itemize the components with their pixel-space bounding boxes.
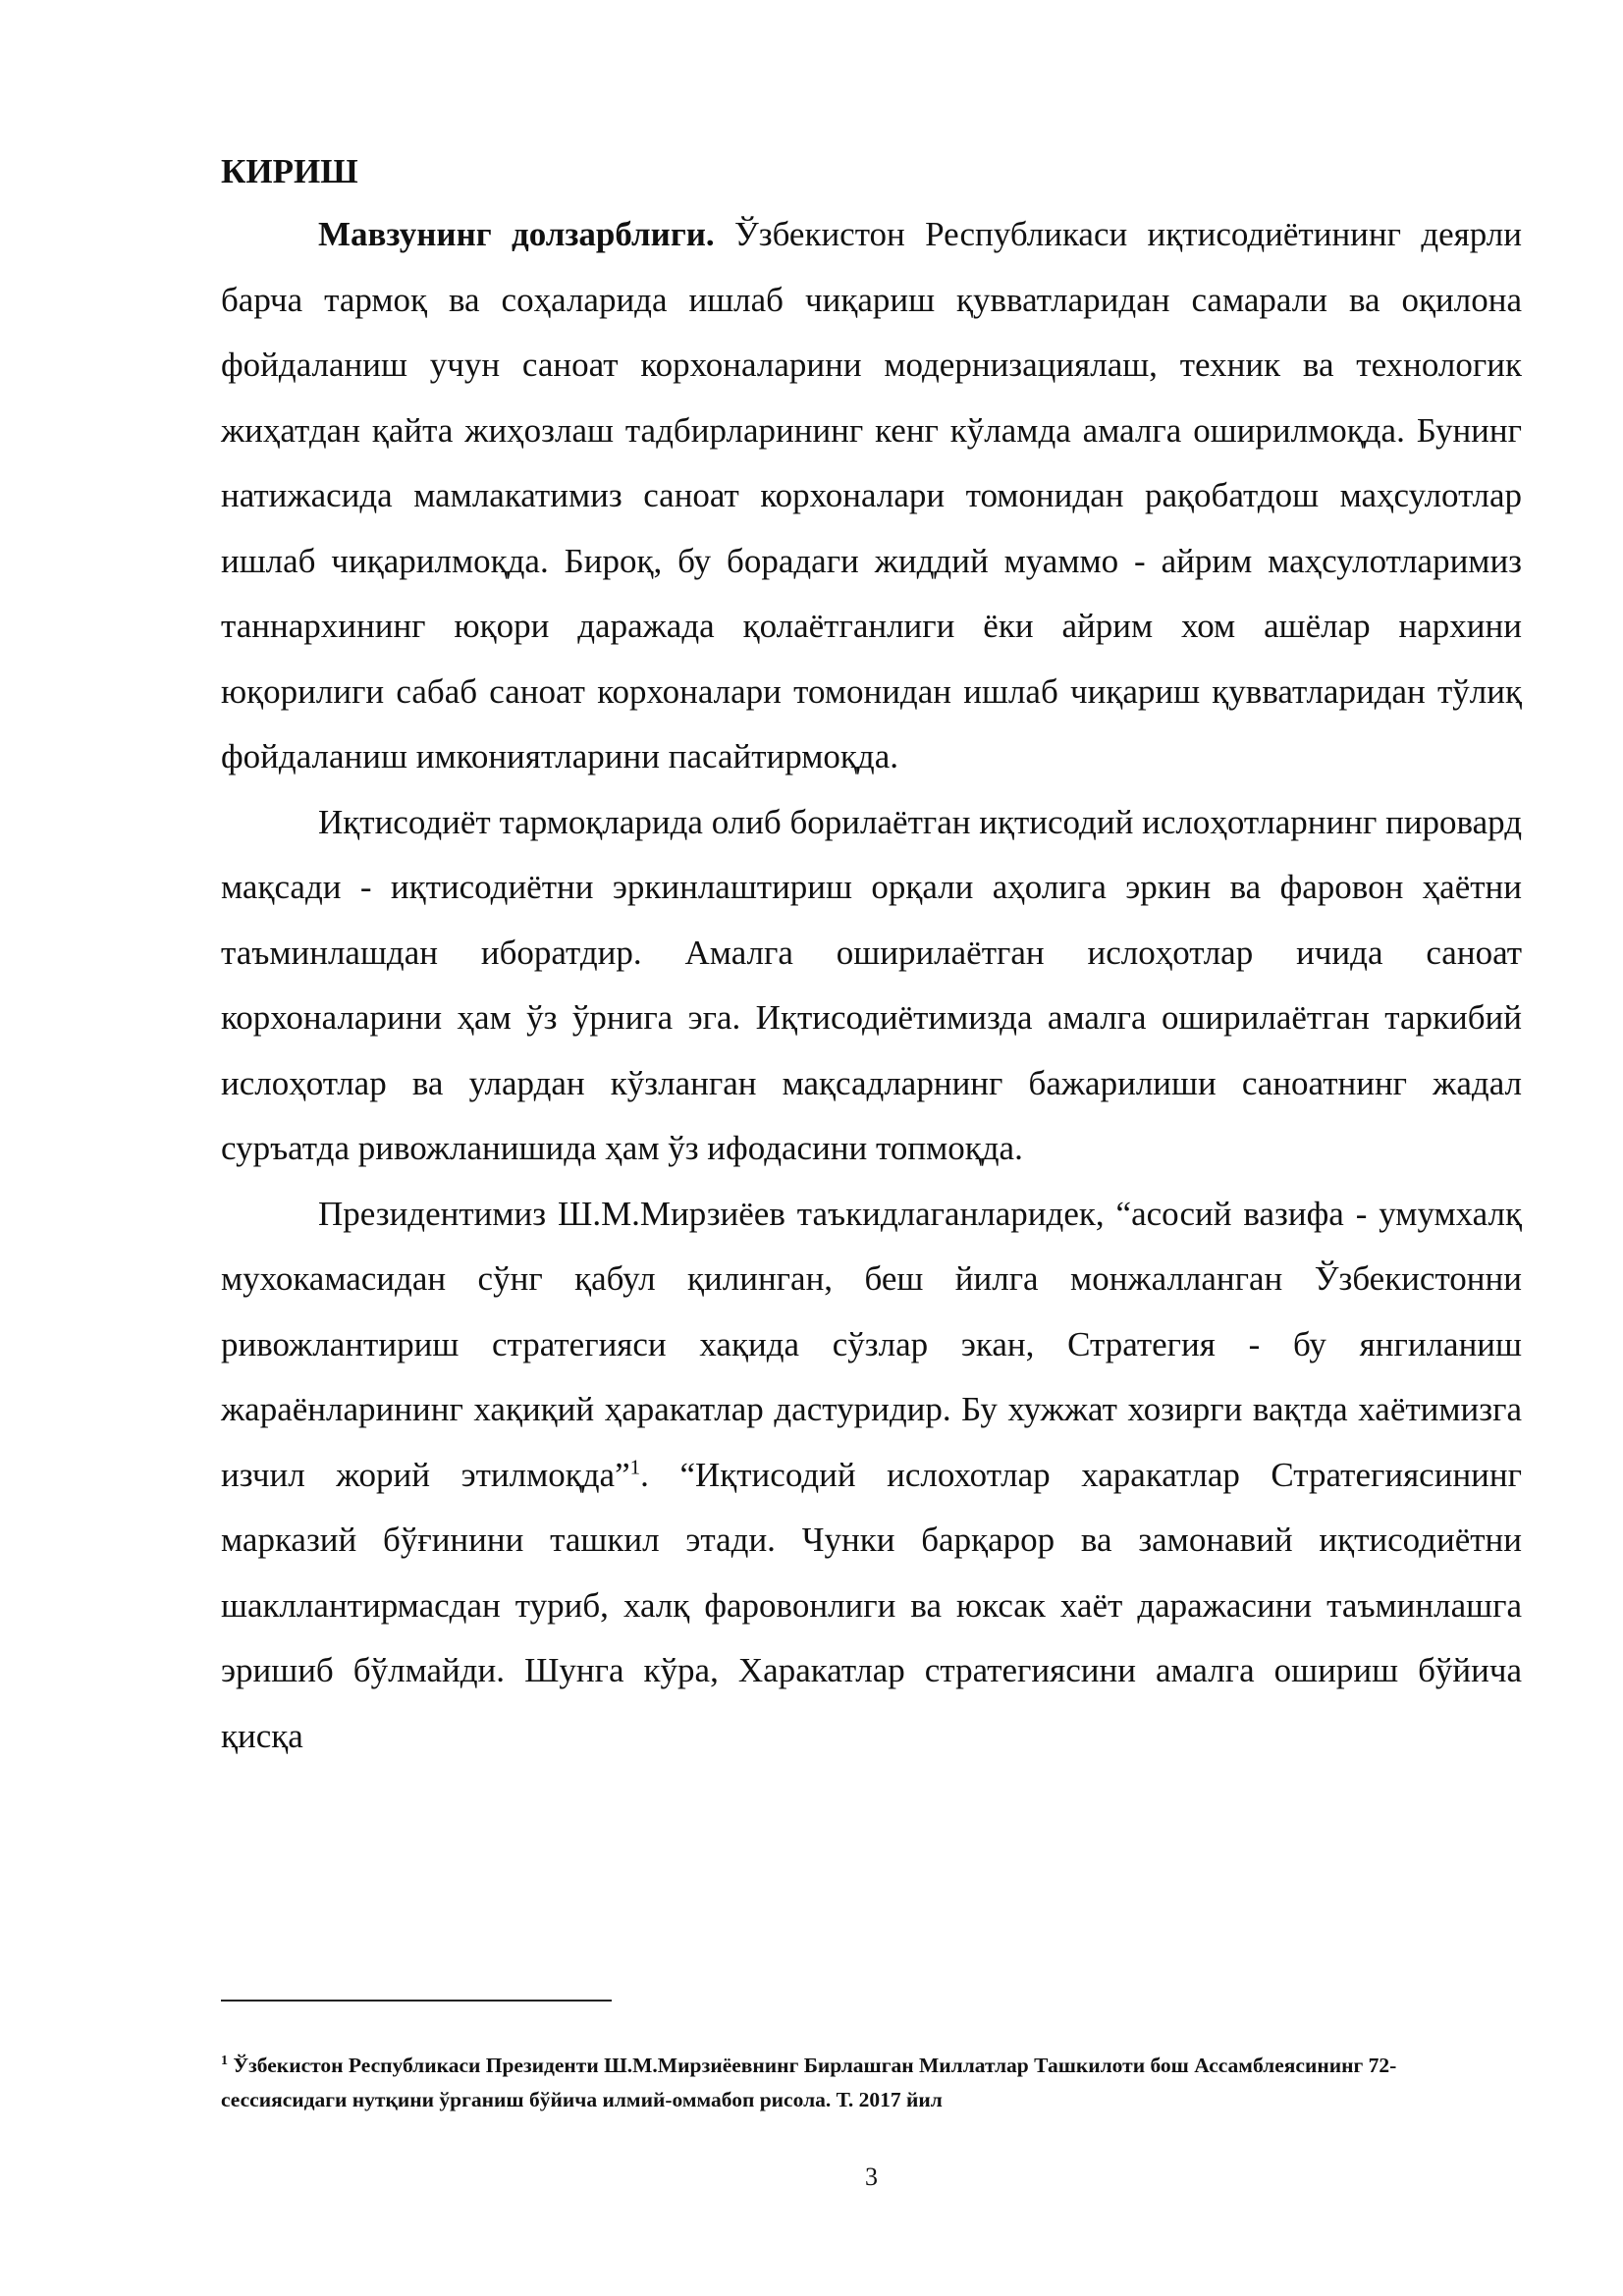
paragraph-text: Иқтисодиёт тармоқларида олиб борилаётган иқтисодий ислоҳотларнинг пировард мақсади - иқтисодиётни эркинлаштириш орқали аҳолига эркин ва фаровон ҳаётни таъминлашдан иборатдир. Амалга оширилаётган ислоҳотлар ичида саноат корхоналарини ҳам ўз ўрнига эга. Иқтисодиётимизда амалга оширилаётган таркибий ислоҳотлар ва улардан кўзланган мақсадларнинг бажарилиши саноатнинг жадал суръатда ривожланишида ҳам ўз ифодасини топмоқда. — [221, 802, 1522, 1167]
paragraph-text: Ўзбекистон Республикаси иқтисодиётининг деярли барча тармоқ ва соҳаларида ишлаб чиқариш қувватларидан самарали ва оқилона фойдаланиш учун саноат корхоналарини модернизациялаш, техник ва технологик жиҳатдан қайта жиҳозлаш тадбирларининг кенг кўламда амалга оширилмоқда. Бунинг натижасида мамлакатимиз саноат корхоналари томонидан рақобатдош маҳсулотлар ишлаб чиқарилмоқда. Бироқ, бу борадаги жиддий муаммо - айрим маҳсулотларимиз таннархининг юқори даражада қолаётганлиги ёки айрим хом ашёлар нархини юқорилиги сабаб саноат корхоналари томонидан ишлаб чиқариш қувватларидан тўлиқ фойдаланиш имкониятларини пасайтирмоқда. — [221, 215, 1522, 775]
footnote-reference[interactable]: 1 — [629, 1454, 641, 1478]
page-number: 3 — [865, 2163, 878, 2191]
body-text — [221, 202, 1522, 1769]
paragraph-reforms — [221, 790, 1522, 1182]
paragraph-relevance — [221, 202, 1522, 790]
footnote-text: Ўзбекистон Республикаси Президенти Ш.М.Мирзиёевнинг Бирлашган Миллатлар Ташкилоти бош Ассамблеясининг 72- сессиясидаги нутқини ўрганиш бўйича илмий-оммабоп рисола. Т. 2017 йил — [221, 2054, 1397, 2111]
footnote-mark: 1 — [221, 2053, 228, 2068]
footnote-separator — [221, 2000, 612, 2002]
paragraph-text: Президентимиз Ш.М.Мирзиёев таъкидлаганларидек, “асосий вазифа - умумхалқ мухокамасидан сўнг қабул қилинган, беш йилга монжалланган Ўзбекистонни ривожлантириш стратегияси хақида сўзлар экан, Стратегия - бу янгиланиш жараёнларининг хақиқий ҳаракатлар дастуридир. Бу хужжат хозирги вақтда хаётимизга изчил жорий этилмоқда” — [221, 1194, 1522, 1494]
paragraph-lead: Мавзунинг долзарблиги. — [318, 215, 715, 253]
footnote — [221, 2049, 1522, 2117]
section-heading: КИРИШ — [221, 152, 358, 190]
paragraph-strategy — [221, 1182, 1522, 1770]
paragraph-text: . “Иқтисодий ислохотлар харакатлар Стратегиясининг марказий бўғинини ташкил этади. Чунки барқарор ва замонавий иқтисодиётни шакллантирмасдан туриб, халқ фаровонлиги ва юксак хаёт даражасини таъминлашга эришиб бўлмайди. Шунга кўра, Харакатлар стратегиясини амалга ошириш бўйича қисқа — [221, 1455, 1522, 1755]
